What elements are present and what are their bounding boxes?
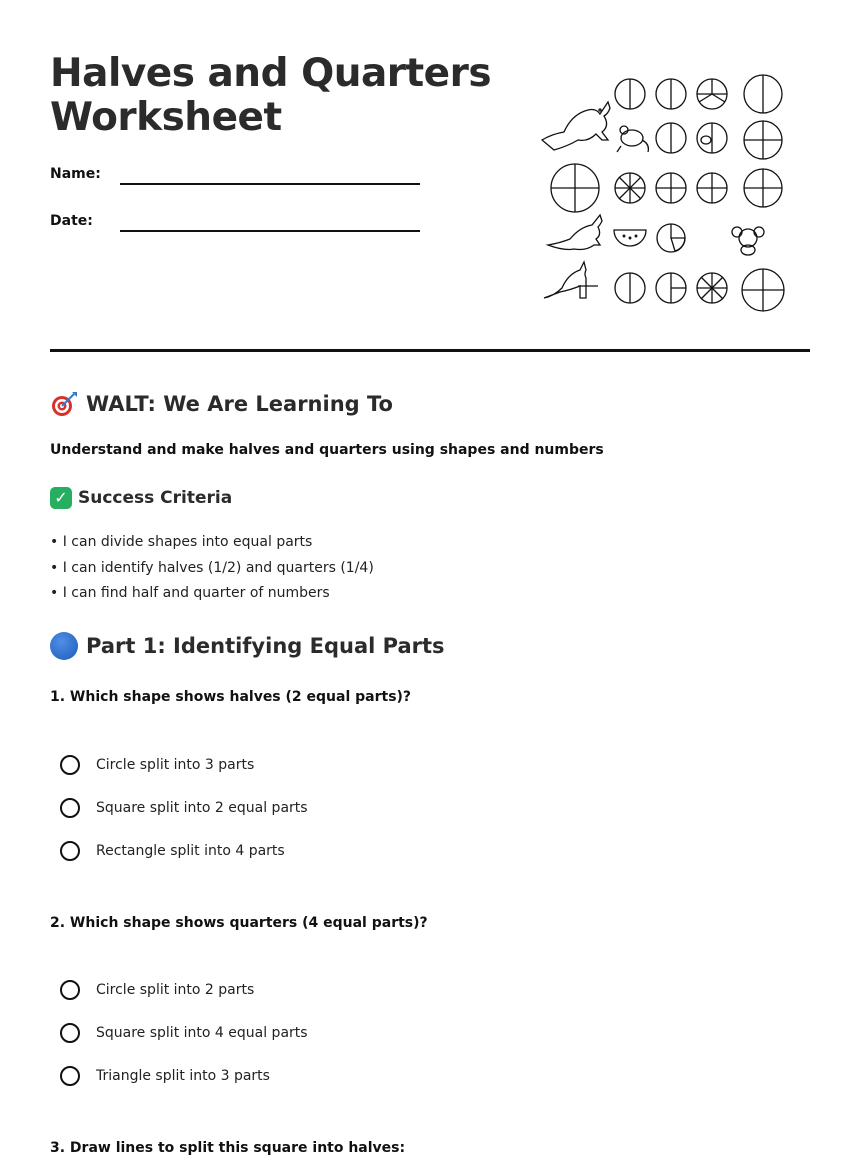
header-divider (50, 349, 810, 352)
kangaroo-icon-3 (544, 262, 598, 298)
circle-eighths-icon-2 (697, 273, 727, 303)
success-criteria-item: • I can find half and quarter of numbers (50, 585, 330, 601)
radio-button[interactable] (60, 980, 80, 1000)
option-label: Circle split into 2 parts (96, 982, 255, 998)
q2-option-3[interactable] (60, 1063, 270, 1089)
target-dart-icon (50, 391, 78, 417)
circle-mouse-icon (697, 123, 727, 153)
q1-option-1[interactable] (60, 752, 254, 778)
circle-quarters-icon-4 (744, 169, 782, 207)
option-label: Triangle split into 3 parts (96, 1068, 270, 1084)
walt-objective: Understand and make halves and quarters using shapes and numbers (50, 442, 604, 458)
circle-halves-icon-3 (656, 123, 686, 153)
circle-eighths-icon (615, 173, 645, 203)
blue-circle-icon (50, 632, 78, 660)
part1-heading-text: Part 1: Identifying Equal Parts (86, 634, 445, 658)
option-label: Rectangle split into 4 parts (96, 843, 285, 859)
radio-button[interactable] (60, 1066, 80, 1086)
question-3-text: 3. Draw lines to split this square into halves: (50, 1140, 406, 1156)
circle-halves-icon (615, 79, 645, 109)
name-label: Name: (50, 166, 101, 182)
question-1-text: 1. Which shape shows halves (2 equal parts)? (50, 689, 412, 705)
circle-quarters-large-icon-2 (742, 269, 784, 311)
walt-heading-text: WALT: We Are Learning To (86, 392, 393, 416)
q2-option-1[interactable] (60, 977, 254, 1003)
circle-quarters-large-icon (551, 164, 599, 212)
radio-button[interactable] (60, 755, 80, 775)
name-write-line (120, 183, 420, 185)
walt-heading (50, 391, 393, 417)
koala-icon (732, 227, 764, 255)
radio-button[interactable] (60, 798, 80, 818)
q1-option-2[interactable] (60, 795, 308, 821)
option-label: Square split into 4 equal parts (96, 1025, 308, 1041)
radio-button[interactable] (60, 1023, 80, 1043)
name-field (50, 166, 420, 196)
q1-option-3[interactable] (60, 838, 285, 864)
page-title: Halves and Quarters Worksheet (50, 51, 492, 140)
circle-halves-large-icon (744, 75, 782, 113)
success-criteria-item: • I can divide shapes into equal parts (50, 534, 313, 550)
circle-halves-icon-2 (656, 79, 686, 109)
success-criteria-item: • I can identify halves (1/2) and quarters (1/4) (50, 560, 374, 576)
watermelon-slice-icon (614, 230, 646, 246)
date-write-line (120, 230, 420, 232)
fraction-shapes-illustration (538, 70, 790, 315)
circle-quarters-icon (744, 121, 782, 159)
circle-quarters-icon-3 (697, 173, 727, 203)
part1-heading (50, 632, 445, 660)
kangaroo-icon (542, 102, 610, 150)
option-label: Circle split into 3 parts (96, 757, 255, 773)
q2-option-2[interactable] (60, 1020, 308, 1046)
circle-halves-icon-4 (615, 273, 645, 303)
circle-thirds-icon (697, 79, 727, 109)
date-field (50, 213, 420, 243)
circle-quarters-icon-5 (656, 273, 686, 303)
success-criteria-heading (50, 487, 232, 509)
radio-button[interactable] (60, 841, 80, 861)
kangaroo-icon-2 (548, 215, 602, 250)
mouse-icon (617, 126, 648, 152)
circle-quarters-icon-2 (656, 173, 686, 203)
check-box-icon: ✓ (50, 487, 72, 509)
question-2-text: 2. Which shape shows quarters (4 equal parts)? (50, 915, 428, 931)
option-label: Square split into 2 equal parts (96, 800, 308, 816)
success-criteria-heading-text: Success Criteria (78, 488, 233, 508)
date-label: Date: (50, 213, 93, 229)
circle-slice-icon (657, 224, 685, 252)
